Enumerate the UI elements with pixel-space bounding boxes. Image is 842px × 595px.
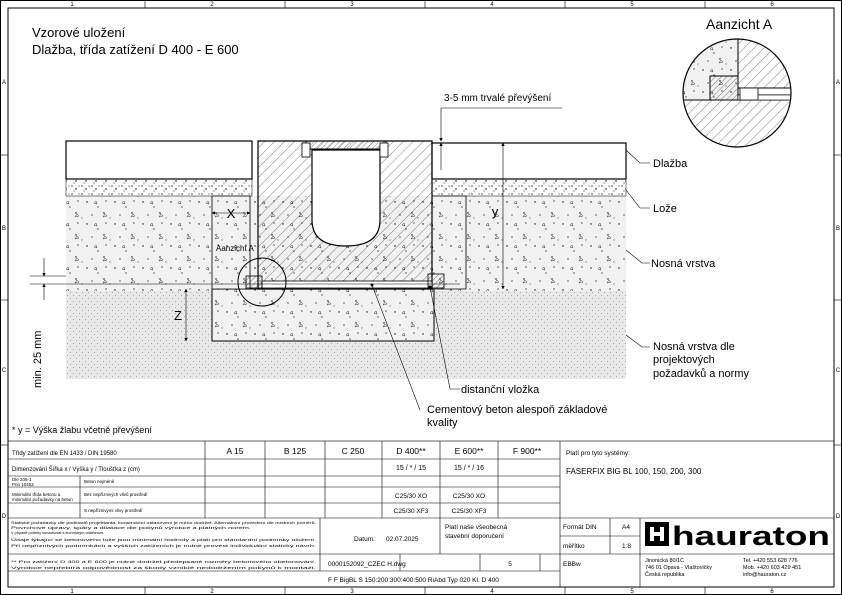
grid-row-a-right: A <box>835 80 841 86</box>
address-1: Jinonická 80/1C <box>645 558 685 564</box>
channel-invert <box>312 150 380 246</box>
email[interactable]: info@hauraton.cz <box>743 572 787 578</box>
scale-label: měřítko <box>563 543 585 550</box>
note-2: Povrchové úpravy, spáry a dilatace dle pokynů výrobce a platných norem. <box>11 526 251 530</box>
row4-d400: C25/30 XO <box>394 493 428 500</box>
detail-view <box>680 38 796 148</box>
row4-label-2: minimální požadavky na beton <box>12 497 73 502</box>
spacer-left <box>246 276 262 288</box>
label-base-project-3: požadavků a normy <box>653 368 749 380</box>
grid-row-c: C <box>1 368 7 374</box>
label-paving: Dlažba <box>653 158 688 170</box>
note-7: Výrobce nepřebírá odpovědnost za škody vzniklé nedodržením pokynů k montáži. <box>11 566 316 570</box>
class-f900: F 900** <box>512 446 542 456</box>
table-head-label: Třídy zatížení dle EN 1433 / DIN 19580 <box>12 451 117 457</box>
grid-row-d-right: D <box>835 514 841 520</box>
grid-col-4-bottom: 4 <box>490 589 494 595</box>
grid-col-1: 1 <box>70 2 74 8</box>
grate-frame-right <box>380 143 388 157</box>
note-5: Při nepříznivých podmínkách a vyšších zatíženích je nutné provést individuální statický návrh. <box>11 544 316 548</box>
settlement-label: 3-5 mm trvalé převýšení <box>444 93 552 104</box>
date-value: 02.07.2025 <box>386 536 419 543</box>
bedding-left <box>66 179 252 196</box>
row3-sub: Beton nejméně <box>84 479 115 484</box>
date-label: Datum: <box>354 536 375 543</box>
dim-y-label: y <box>491 204 499 219</box>
suitable-label: Platí pro tyto systémy: <box>566 450 630 457</box>
row3-label-2: Prio 10452 <box>12 482 34 487</box>
row2-label: Dimenzování Šířka x / Výška y / Tloušťka z (cm) <box>12 467 140 473</box>
title-line-1: Vzorové uložení <box>32 25 126 40</box>
row4-label-1: Minimální třída betonu a <box>12 492 61 497</box>
row2-d400: 15 / * / 15 <box>396 465 426 472</box>
channel-grate <box>306 141 386 149</box>
grid-col-6: 6 <box>770 2 774 8</box>
paving-left <box>66 141 252 179</box>
logo-text: hauraton <box>672 521 830 551</box>
format-label: Formát DIN <box>563 524 597 531</box>
systems-label: FASERFIX BIG BL 100, 150, 200, 300 <box>566 467 702 476</box>
cross-section <box>30 141 626 379</box>
label-base-layer: Nosná vrstva <box>651 258 716 270</box>
row3-label-1: Dle 206-1 <box>12 477 32 482</box>
title-line-2: Dlažba, třída zatížení D 400 - E 600 <box>32 42 239 57</box>
label-base-project-2: projektových <box>653 354 715 366</box>
hauraton-logo <box>645 521 830 551</box>
format-value: A4 <box>622 524 630 531</box>
class-e600: E 600** <box>454 446 484 456</box>
footnote: * y = Výška žlabu včetně převýšení <box>12 425 152 435</box>
class-b125: B 125 <box>283 446 307 456</box>
grid-row-a: A <box>1 80 7 86</box>
row4-e600: C25/30 XO <box>452 493 486 500</box>
mobile: Mob. +420 603 429 451 <box>743 565 802 571</box>
label-concrete-1: Cementový beton alespoň základové <box>427 404 608 416</box>
address-2: 746 01 Opava - Vlaštovičky <box>645 565 712 571</box>
row5-e600: C25/30 XF3 <box>451 508 487 515</box>
row5-d400: C25/30 XF3 <box>393 508 429 515</box>
paving-right <box>432 143 626 179</box>
label-concrete-2: kvality <box>427 417 458 429</box>
concrete-foundation <box>212 289 434 341</box>
leader-dot-spacer <box>429 286 432 289</box>
bedding-right <box>432 179 626 196</box>
dim-x-label: X <box>226 206 236 221</box>
grid-col-5: 5 <box>630 2 634 8</box>
grid-row-b-right: B <box>835 226 841 232</box>
note-1: Statické požadavky dle podkladů projektanta; konstrukční ustanovení je nutno dodržet. Alternativní provedení dle místních poměrů. <box>11 521 316 525</box>
min-dim-label: min. 25 mm <box>32 330 44 388</box>
spacer-strip <box>262 281 432 288</box>
grid-col-3: 3 <box>350 2 354 8</box>
detail-ref-label: Aanzicht A <box>216 244 254 253</box>
phone: Tel. +420 553 628 776 <box>743 558 798 564</box>
row4-sub: Bez nepříznivých vlivů prostředí <box>84 492 148 497</box>
grate-frame-left <box>302 143 310 157</box>
grid-row-b: B <box>1 226 7 232</box>
class-a15: A 15 <box>226 446 244 456</box>
grid-col-6-bottom: 6 <box>770 589 774 595</box>
dim-z-label: Z <box>174 308 182 323</box>
grid-col-1-bottom: 1 <box>70 589 74 595</box>
note-6: ** Pro zatížení D 400 a E 600 je nutné dodržet předepsané rozměry betonového obetonování. <box>11 560 316 564</box>
row2-e600: 15 / * / 16 <box>454 465 484 472</box>
grid-col-2-bottom: 2 <box>210 589 214 595</box>
label-bedding: Lože <box>653 203 677 215</box>
grid-col-3-bottom: 3 <box>350 589 354 595</box>
drawing-number: 0000152092_CZEC H.dwg <box>328 561 406 568</box>
address-3: Česká republika <box>645 572 685 578</box>
revision: 5 <box>508 561 512 568</box>
stamp-note-2: stavební doporučení <box>445 533 504 540</box>
grid-row-d: D <box>1 514 7 520</box>
file-line: F F BigBL S 150:200:300:400:500 RiAbd Typ 020 Kl. D 400 <box>328 577 499 584</box>
class-c250: C 250 <box>341 446 365 456</box>
label-base-project-1: Nosná vrstva dle <box>653 341 735 353</box>
stamp-note-1: Platí naše všeobecná <box>445 524 508 531</box>
leader-dot-concrete <box>371 284 374 287</box>
grid-col-5-bottom: 5 <box>630 589 634 595</box>
note-3: V případě potřeby konzultovat s technickým oddělením. <box>11 531 105 535</box>
author: EBBw <box>563 561 581 568</box>
row5-sub: S nepříznivými vlivy prostředí <box>84 508 143 513</box>
scale-value: 1:8 <box>622 543 632 550</box>
note-4: Údaje týkající se betonového lože jsou minimální hodnoty a platí pro standardní podmínky uložení. <box>11 538 177 542</box>
grid-col-4: 4 <box>490 2 494 8</box>
grid-row-c-right: C <box>835 368 841 374</box>
detail-title: Aanzicht A <box>706 16 773 32</box>
class-d400: D 400** <box>396 446 426 456</box>
label-spacer: distanční vložka <box>461 384 540 396</box>
grid-col-2: 2 <box>210 2 214 8</box>
